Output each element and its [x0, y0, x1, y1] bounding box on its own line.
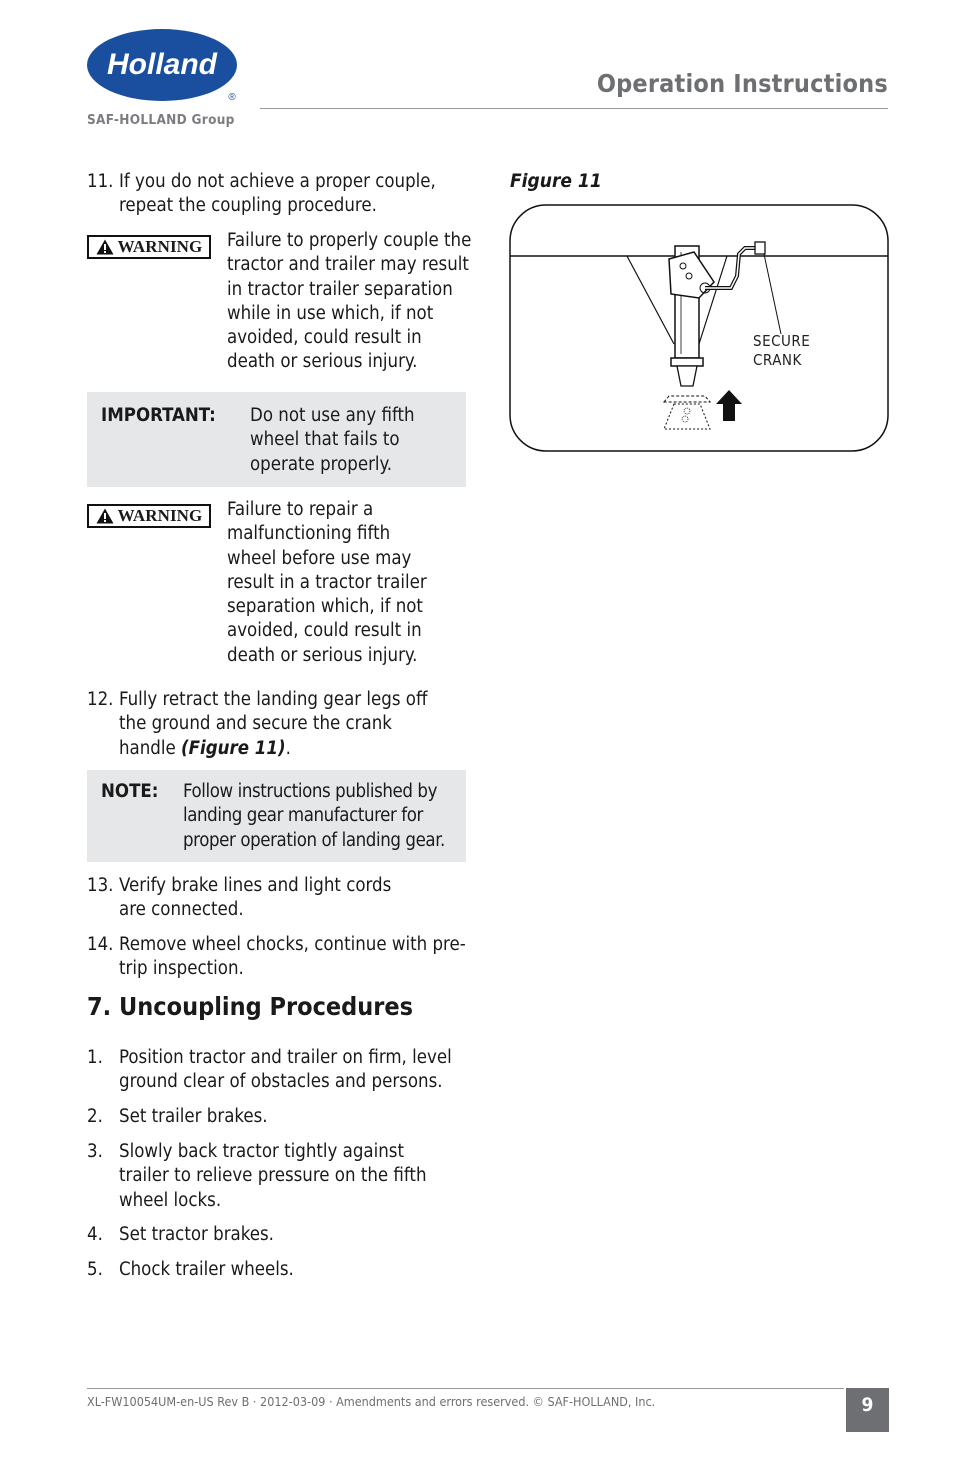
figure-caption: Figure 11	[510, 170, 602, 192]
step-text-end: .	[285, 737, 291, 759]
note-text: Follow instructions published by landing gear manufacturer for proper operation of landing gear.	[183, 781, 445, 851]
step-number: 4.	[87, 1224, 103, 1245]
warning-triangle-icon	[96, 239, 114, 255]
warning-label: WARNING	[117, 506, 203, 525]
step-14	[87, 933, 467, 982]
step-text: Set tractor brakes.	[119, 1224, 274, 1245]
step-number: 11.	[87, 171, 114, 192]
step-number: 5.	[87, 1259, 103, 1280]
warning-badge	[87, 504, 211, 528]
section-heading: 7. Uncoupling Procedures	[87, 992, 414, 1021]
step-text: If you do not achieve a proper couple, repeat the coupling procedure.	[119, 171, 436, 217]
step-text: Set trailer brakes.	[119, 1106, 268, 1127]
uncoupling-step-5	[87, 1258, 467, 1282]
group-name: SAF-HOLLAND Group	[87, 112, 235, 128]
figure-label-line1: SECURE	[753, 332, 811, 350]
holland-logo	[86, 28, 240, 106]
important-text: Do not use any fifth wheel that fails to operate properly.	[250, 405, 415, 475]
step-number: 3.	[87, 1141, 103, 1162]
section-title: Operation Instructions	[596, 69, 888, 98]
figure-label-line2: CRANK	[753, 351, 802, 369]
warning-triangle-icon	[96, 508, 114, 524]
logo-wordmark: Holland	[107, 48, 217, 81]
uncoupling-step-3	[87, 1140, 447, 1213]
step-number: 1.	[87, 1047, 103, 1068]
header-divider	[260, 108, 888, 109]
note-box	[87, 770, 466, 862]
step-number: 14.	[87, 934, 114, 955]
step-text: Position tractor and trailer on firm, level ground clear of obstacles and persons.	[119, 1047, 452, 1093]
step-text: Remove wheel chocks, continue with pre-trip inspection.	[119, 934, 466, 980]
warning-label: WARNING	[117, 237, 203, 256]
warning-badge	[87, 235, 211, 259]
step-number: 2.	[87, 1106, 103, 1127]
footer-divider	[87, 1388, 844, 1389]
important-box	[87, 392, 466, 487]
note-label: NOTE:	[101, 781, 159, 802]
step-text: Fully retract the landing gear legs off the ground and secure the crank handle	[119, 689, 428, 759]
step-11	[87, 170, 467, 219]
step-number: 13.	[87, 875, 114, 896]
step-number: 12.	[87, 689, 114, 710]
warning-text: Failure to properly couple the tractor and trailer may result in tractor trailer separation while in use which, if not avoided, could result in death or serious injury.	[227, 230, 472, 373]
warning-text: Failure to repair a malfunctioning fifth wheel before use may result in a tractor trailer separation which, if not avoided, could result in death or serious injury.	[227, 499, 427, 666]
landing-gear-figure	[509, 204, 890, 453]
step-text: Slowly back tractor tightly against trailer to relieve pressure on the fifth wheel locks.	[119, 1141, 427, 1211]
page-number: 9	[846, 1388, 889, 1432]
uncoupling-step-2	[87, 1105, 467, 1129]
step-12	[87, 688, 437, 761]
step-text: Chock trailer wheels.	[119, 1259, 294, 1280]
important-label: IMPORTANT:	[101, 405, 216, 426]
registered-mark: ®	[228, 92, 236, 103]
footer-text: XL-FW10054UM-en-US Rev B · 2012-03-09 · Amendments and errors reserved. © SAF-HOLLAND, Inc.	[87, 1394, 656, 1409]
uncoupling-step-1	[87, 1046, 467, 1095]
step-13	[87, 874, 417, 923]
step-text: Verify brake lines and light cords are connected.	[119, 875, 392, 921]
uncoupling-step-4	[87, 1223, 467, 1247]
figure-reference: (Figure 11)	[181, 737, 286, 759]
